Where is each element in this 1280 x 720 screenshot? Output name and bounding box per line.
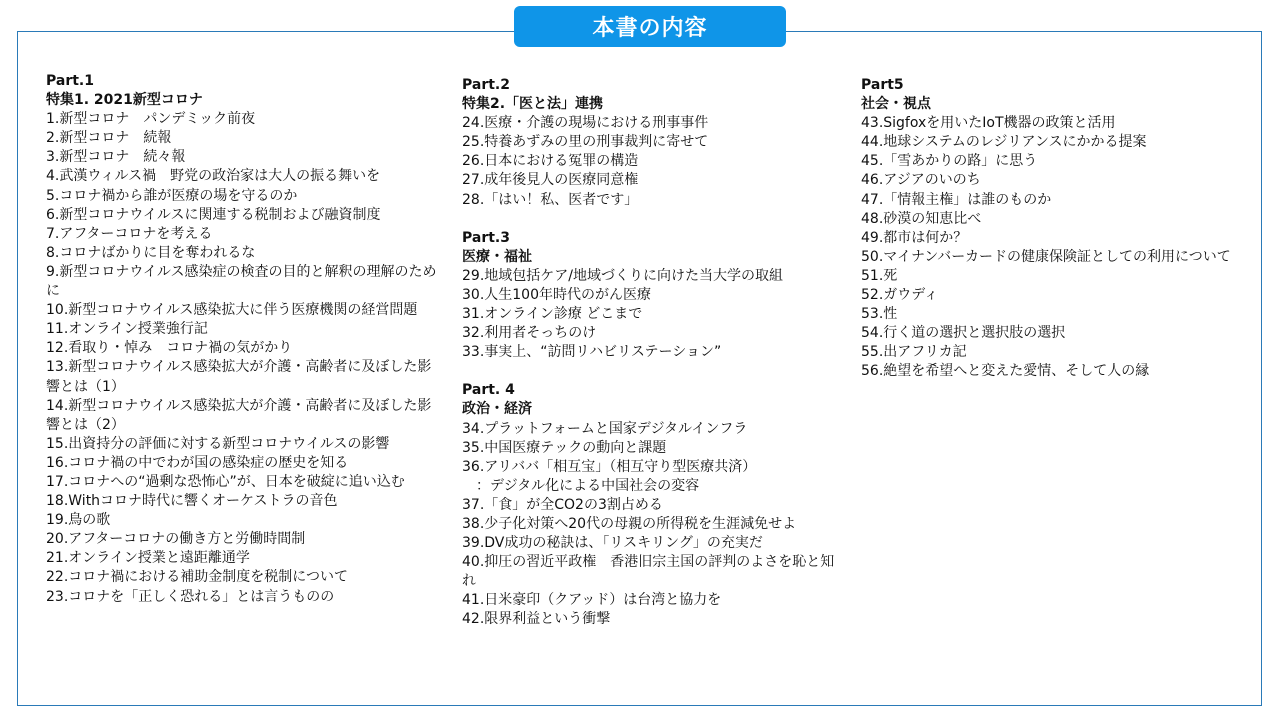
list-item: 15.出資持分の評価に対する新型コロナウイルスの影響 bbox=[46, 435, 390, 452]
list-item: 23.コロナを「正しく恐れる」とは言うものの bbox=[46, 588, 335, 605]
list-item: 19.鳥の歌 bbox=[46, 512, 111, 529]
list-item: 3.新型コロナ 続々報 bbox=[46, 149, 186, 166]
list-item: 25.特養あずみの里の刑事裁判に寄せて bbox=[462, 134, 709, 151]
list-item: 47.「情報主権」は誰のものか bbox=[861, 191, 1052, 208]
list-item: 36.アリババ「相互宝」（相互守り型医療共済） bbox=[462, 458, 757, 475]
list-item: 38.少子化対策へ20代の母親の所得税を生涯減免せよ bbox=[462, 515, 797, 532]
part-label: Part.2 bbox=[462, 77, 510, 93]
list-item: 30.人生100年時代のがん医療 bbox=[462, 286, 651, 303]
list-item: 53.性 bbox=[861, 306, 898, 323]
page-title: 本書の内容 bbox=[514, 6, 786, 47]
list-item: 28.「はい！私、医者です」 bbox=[462, 191, 639, 208]
list-item: 16.コロナ禍の中でわが国の感染症の歴史を知る bbox=[46, 454, 349, 471]
list-item: 9.新型コロナウイルス感染症の検査の目的と解釈の理解のために bbox=[46, 263, 437, 300]
list-item: 17.コロナへの“過剰な恐怖心”が、日本を破綻に追い込む bbox=[46, 473, 405, 490]
list-item: 8.コロナばかりに目を奪われるな bbox=[46, 244, 256, 261]
list-item: 51.死 bbox=[861, 267, 898, 284]
list-item: 20.アフターコロナの働き方と労働時間制 bbox=[46, 531, 306, 548]
list-item: 29.地域包括ケア/地域づくりに向けた当大学の取組 bbox=[462, 267, 783, 284]
column-3 bbox=[861, 76, 1241, 382]
list-item: 27.成年後見人の医療同意権 bbox=[462, 172, 639, 189]
part-label: Part.3 bbox=[462, 229, 510, 246]
list-item: 24.医療・介護の現場における刑事事件 bbox=[462, 115, 709, 132]
list-item: 33.事実上、“訪問リハビリステーション” bbox=[462, 344, 722, 361]
list-item: 54.行く道の選択と選択肢の選択 bbox=[861, 325, 1066, 342]
list-item: 40.抑圧の習近平政権 香港旧宗主国の評判のよさを恥と知れ bbox=[462, 554, 835, 590]
list-item: 56.絶望を希望へと変えた愛情、そして人の縁 bbox=[861, 363, 1150, 380]
list-item: 42.限界利益という衝撃 bbox=[462, 611, 611, 628]
list-item: 41.日米豪印（クアッド）は台湾と協力を bbox=[462, 592, 722, 609]
list-item: 34.プラットフォームと国家デジタルインフラ bbox=[462, 420, 748, 437]
list-item: 44.地球システムのレジリアンスにかかる提案 bbox=[861, 134, 1147, 151]
list-item: 21.オンライン授業と遠距離通学 bbox=[46, 550, 250, 567]
list-item: 7.アフターコロナを考える bbox=[46, 225, 213, 242]
list-item: 55.出アフリカ記 bbox=[861, 344, 967, 361]
part-theme: 特集1. 2021新型コロナ bbox=[46, 92, 203, 109]
list-item: 11.オンライン授業強行記 bbox=[46, 321, 208, 338]
list-item: 18.Withコロナ時代に響くオーケストラの音色 bbox=[46, 493, 338, 510]
list-item: 52.ガウディ bbox=[861, 287, 939, 304]
list-item: 4.武漢ウィルス禍 野党の政治家は大人の振る舞いを bbox=[46, 168, 381, 185]
column-1 bbox=[46, 72, 440, 607]
part-label: Part.1 bbox=[46, 73, 94, 89]
list-item: 5.コロナ禍から誰が医療の場を守るのか bbox=[46, 187, 298, 204]
part-label: Part5 bbox=[861, 77, 904, 93]
list-item: 31.オンライン診療 どこまで bbox=[462, 306, 643, 323]
list-item: 13.新型コロナウイルス感染拡大が介護・高齢者に及ぼした影響とは（1） bbox=[46, 359, 432, 395]
list-item: 22.コロナ禍における補助金制度を税制について bbox=[46, 569, 348, 586]
list-item: 14.新型コロナウイルス感染拡大が介護・高齢者に及ぼした影響とは（2） bbox=[46, 397, 432, 433]
list-item: 1.新型コロナ パンデミック前夜 bbox=[46, 111, 256, 128]
part-label: Part. 4 bbox=[462, 382, 515, 399]
list-item: 43.Sigfoxを用いたIoT機器の政策と活用 bbox=[861, 115, 1116, 132]
part-theme: 政治・経済 bbox=[462, 401, 532, 418]
part-theme: 医療・福祉 bbox=[462, 248, 532, 265]
list-item: 37.「食」が全CO2の3割占める bbox=[462, 496, 663, 513]
section-gap bbox=[462, 210, 842, 229]
part-theme: 社会・視点 bbox=[861, 96, 931, 113]
list-item: 6.新型コロナウイルスに関連する税制および融資制度 bbox=[46, 206, 381, 223]
list-item: 35.中国医療テックの動向と課題 bbox=[462, 439, 667, 456]
list-item: 50.マイナンバーカードの健康保険証としての利用について bbox=[861, 248, 1231, 265]
list-item: 48.砂漠の知恵比べ bbox=[861, 210, 982, 227]
list-item: 10.新型コロナウイルス感染拡大に伴う医療機関の経営問題 bbox=[46, 302, 418, 319]
list-item: 26.日本における冤罪の構造 bbox=[462, 153, 639, 170]
list-item: 45.「雪あかりの路」に思う bbox=[861, 153, 1038, 170]
list-item: 49.都市は何か？ bbox=[861, 229, 968, 246]
list-item: 12.看取り・悼み コロナ禍の気がかり bbox=[46, 340, 293, 357]
list-item-subtitle: ：デジタル化による中国社会の変容 bbox=[476, 477, 700, 494]
list-item: 2.新型コロナ 続報 bbox=[46, 130, 172, 147]
list-item: 32.利用者そっちのけ bbox=[462, 325, 597, 342]
list-item: 39.DV成功の秘訣は、「リスキリング」の充実だ bbox=[462, 535, 763, 552]
part-theme: 特集2.「医と法」連携 bbox=[462, 96, 604, 113]
list-item: 46.アジアのいのち bbox=[861, 172, 981, 189]
section-gap bbox=[462, 362, 842, 381]
column-2 bbox=[462, 76, 842, 630]
